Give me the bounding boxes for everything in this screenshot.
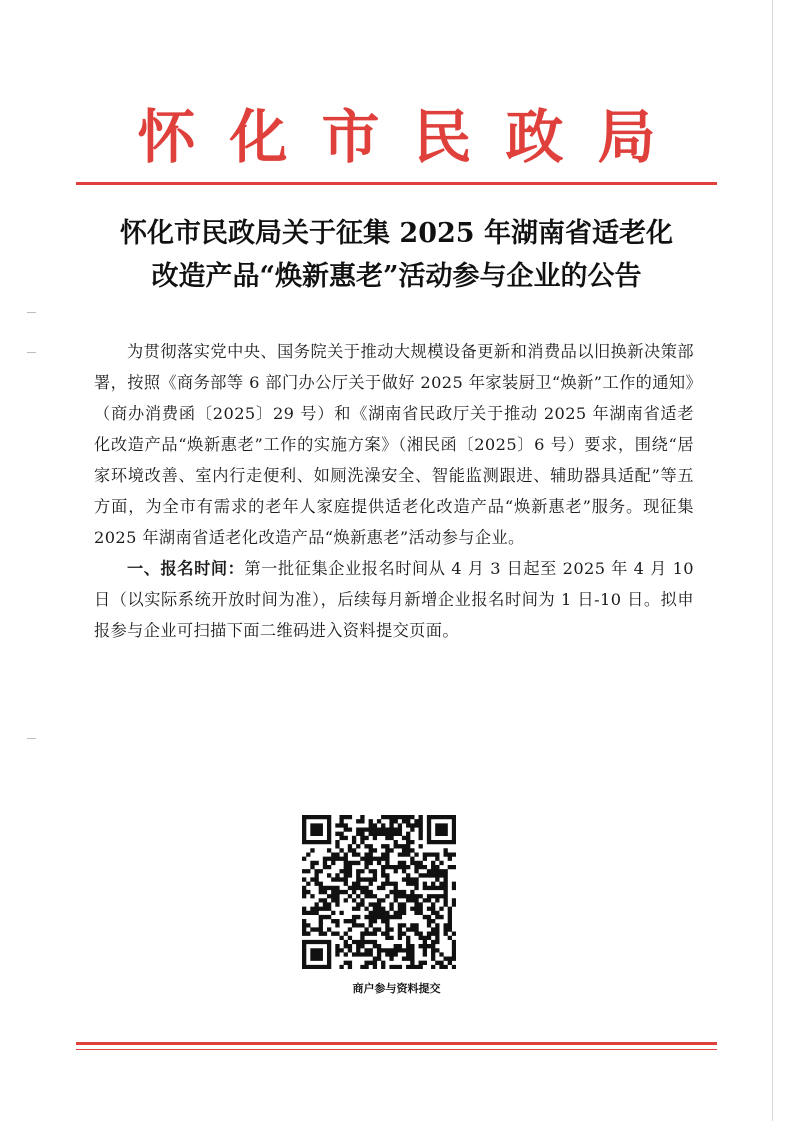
notice-body bbox=[94, 336, 694, 646]
section1-text: 第一批征集企业报名时间从 4 月 3 日起至 2025 年 4 月 10 日（以实际系统开放时间为准），后续每月新增企业报名时间为 1 日-10 日。拟申报参与企业可扫描下面二维码进入资料提交页面。 bbox=[94, 559, 694, 640]
margin-mark bbox=[27, 312, 36, 313]
body-paragraph-intro: 为贯彻落实党中央、国务院关于推动大规模设备更新和消费品以旧换新决策部署，按照《商务部等 6 部门办公厅关于做好 2025 年家装厨卫“焕新”工作的通知》（商办消费函〔2025〕29 号）和《湖南省民政厅关于推动 2025 年湖南省适老化改造产品“焕新惠老”工作的实施方案》（湘民函〔2025〕6 号）要求，围绕“居家环境改善、室内行走便利、如厕洗澡安全、智能监测跟进、辅助器具适配”等五方面，为全市有需求的老年人家庭提供适老化改造产品“焕新惠老”服务。现征集 2025 年湖南省适老化改造产品“焕新惠老”活动参与企业。 bbox=[94, 342, 694, 547]
margin-mark bbox=[27, 352, 36, 353]
letterhead-org-name: 怀化市民政局 bbox=[137, 103, 690, 171]
margin-mark bbox=[27, 738, 36, 739]
notice-title-line2: 改造产品“焕新惠老”活动参与企业的公告 bbox=[151, 261, 642, 292]
qr-caption: 商户参与资料提交 bbox=[352, 982, 441, 995]
notice-title bbox=[60, 212, 733, 298]
footer-red-rule-thin bbox=[76, 1049, 717, 1050]
body-paragraph-section1 bbox=[94, 553, 694, 646]
section1-heading: 一、报名时间： bbox=[127, 559, 245, 578]
qr-modules bbox=[302, 815, 456, 969]
footer-red-rule bbox=[76, 1042, 717, 1045]
notice-title-line1: 怀化市民政局关于征集 2025 年湖南省适老化 bbox=[120, 218, 673, 249]
qr-code-icon bbox=[302, 815, 456, 969]
letterhead-red-rule bbox=[76, 182, 717, 185]
qr-code[interactable] bbox=[302, 815, 456, 969]
